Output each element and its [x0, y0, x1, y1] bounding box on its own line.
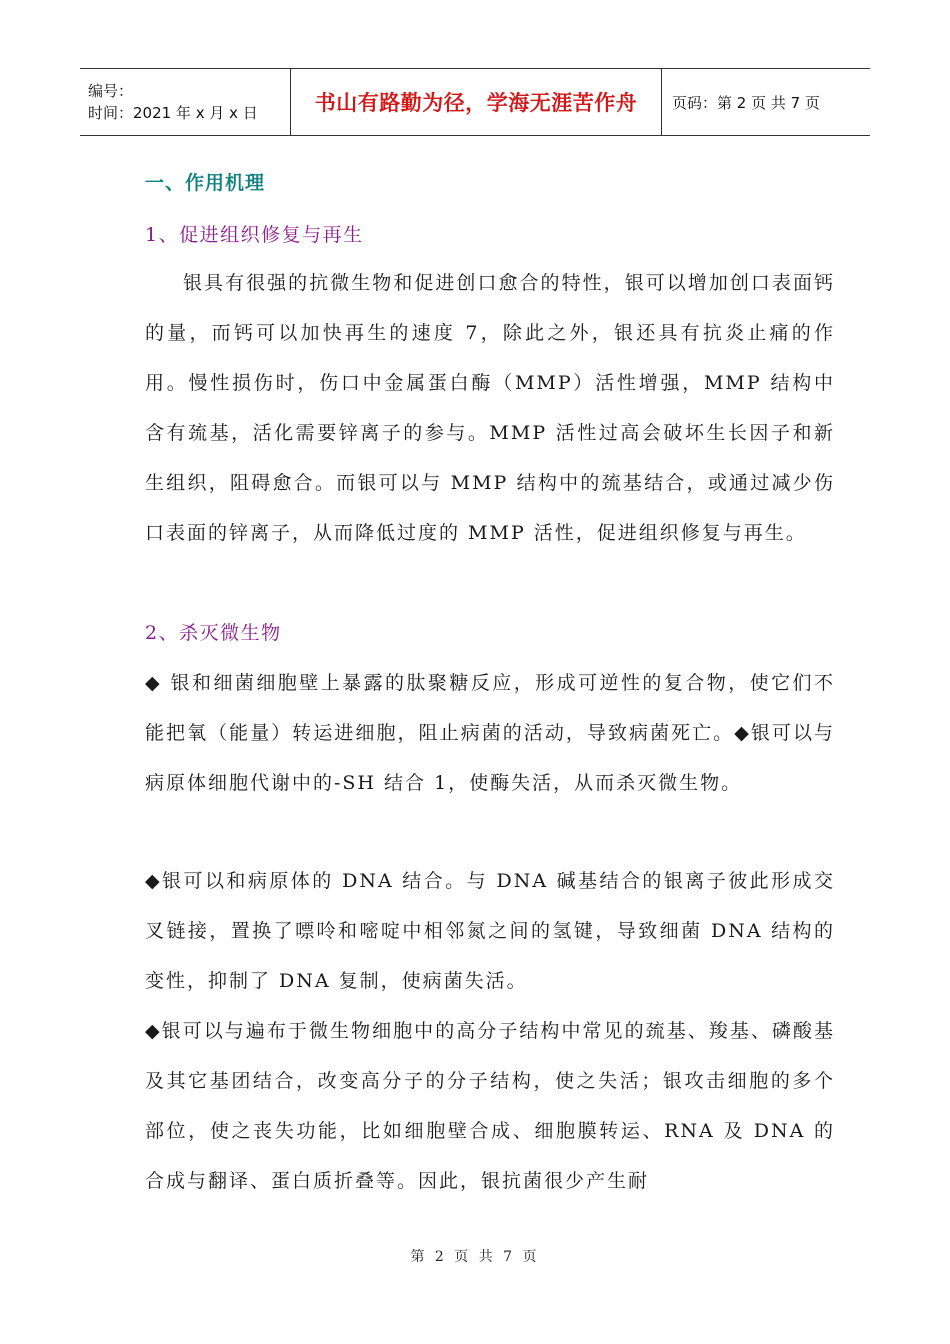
paragraph-4: ◆银可以与遍布于微生物细胞中的高分子结构中常见的巯基、羧基、磷酸基及其它基团结合，改变高分子的分子结构，使之失活；银攻击细胞的多个部位，使之丧失功能，比如细胞壁合成、细胞膜转运、RNA 及 DNA 的合成与翻译、蛋白质折叠等。因此，银抗菌很少产生耐 — [145, 1020, 835, 1192]
section-title: 一、作用机理 — [145, 172, 266, 194]
doc-date-label: 时间：2021 年 x 月 x 日 — [88, 104, 258, 122]
header-motto-cell — [290, 69, 662, 135]
page-footer: 第 2 页 共 7 页 — [410, 1249, 540, 1265]
subsection-title-2: 2、杀灭微生物 — [145, 622, 282, 644]
paragraph-3: ◆银可以和病原体的 DNA 结合。与 DNA 碱基结合的银离子彼此形成交叉链接，置换了嘌呤和嘧啶中相邻氮之间的氢键，导致细菌 DNA 结构的变性，抑制了 DNA 复制，使病菌失活。 — [145, 870, 835, 992]
header-motto: 书山有路勤为径，学海无涯苦作舟 — [314, 91, 638, 115]
paragraph-2: ◆ 银和细菌细胞壁上暴露的肽聚糖反应，形成可逆性的复合物，使它们不能把氧（能量）转运进细胞，阻止病菌的活动，导致病菌死亡。◆银可以与病原体细胞代谢中的-SH 结合 1，使酶失活，从而杀灭微生物。 — [145, 672, 835, 794]
header-page-cell — [662, 69, 870, 135]
paragraph-1: 银具有很强的抗微生物和促进创口愈合的特性，银可以增加创口表面钙的量，而钙可以加快再生的速度 7，除此之外，银还具有抗炎止痛的作用。慢性损伤时，伤口中金属蛋白酶（MMP）活性增强，MMP 结构中含有巯基，活化需要锌离子的参与。MMP 活性过高会破坏生长因子和新生组织，阻碍愈合。而银可以与 MMP 结构中的巯基结合，或通过减少伤口表面的锌离子，从而降低过度的 MMP 活性，促进组织修复与再生。 — [145, 272, 835, 544]
subsection-title-1: 1、促进组织修复与再生 — [145, 224, 364, 246]
doc-number-label: 编号： — [88, 82, 134, 100]
header-page-label: 页码：第 2 页 共 7 页 — [672, 93, 820, 112]
header-meta — [80, 69, 290, 135]
page-header — [80, 68, 870, 136]
